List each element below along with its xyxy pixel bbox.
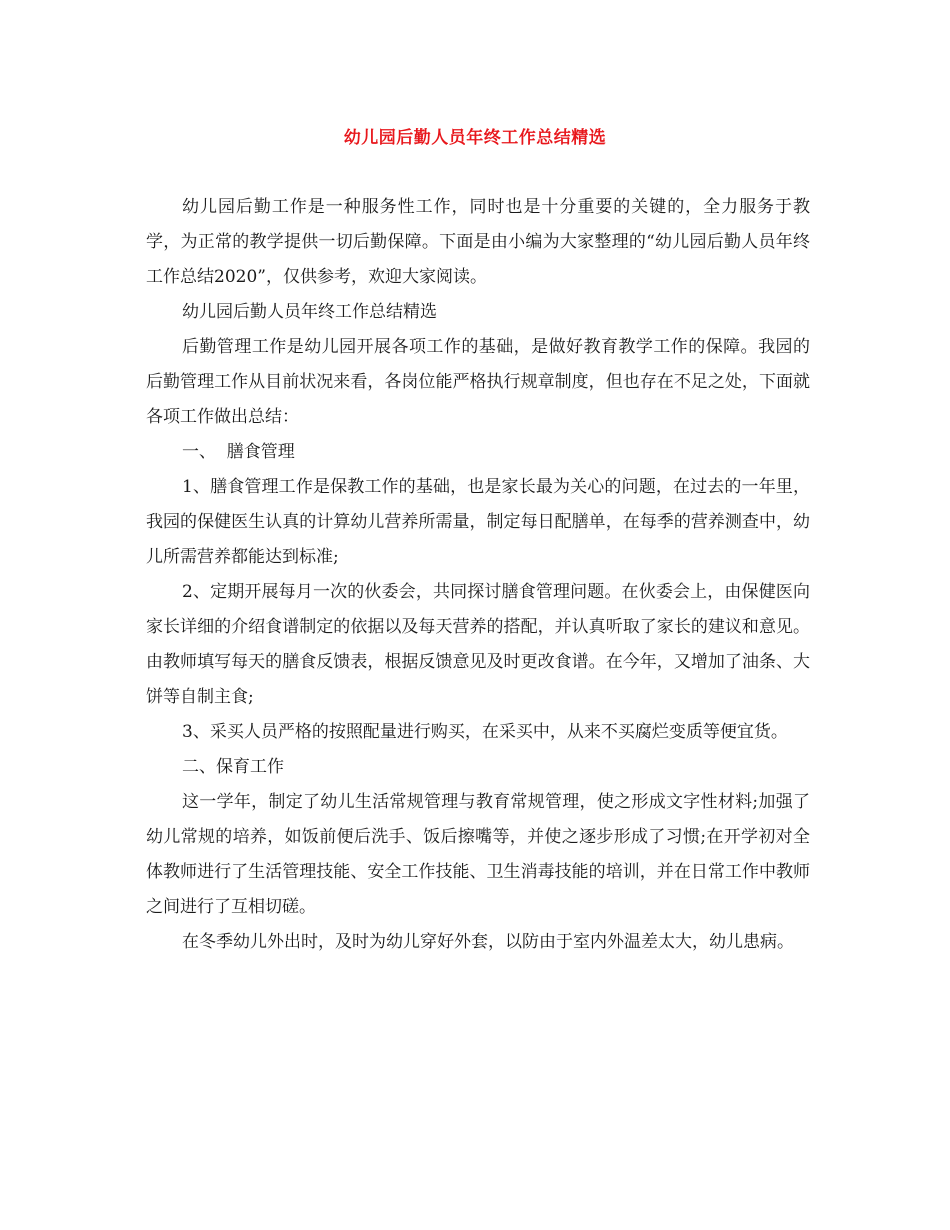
document-title: 幼儿园后勤人员年终工作总结精选 xyxy=(343,128,607,148)
section-heading-childcare: 二、保育工作 xyxy=(182,757,284,777)
paragraph-intro: 幼儿园后勤工作是一种服务性工作，同时也是十分重要的关键的，全力服务于教学，为正常的教学提供一切后勤保障。下面是由小编为大家整理的“幼儿园后勤人员年终工作总结2020”，仅供参考，欢迎大家阅读。 xyxy=(146,197,810,287)
document-body xyxy=(146,190,810,960)
section-heading-meal-management: 一、 膳食管理 xyxy=(182,442,295,462)
paragraph-childcare-2: 在冬季幼儿外出时，及时为幼儿穿好外套，以防由于室内外温差太大，幼儿患病。 xyxy=(182,932,794,952)
paragraph-childcare-1: 这一学年，制定了幼儿生活常规管理与教育常规管理，使之形成文字性材料;加强了幼儿常规的培养，如饭前便后洗手、饭后擦嘴等，并使之逐步形成了习惯;在开学初对全体教师进行了生活管理技能、安全工作技能、卫生消毒技能的培训，并在日常工作中教师之间进行了互相切磋。 xyxy=(146,792,810,917)
paragraph-meal-2: 2、定期开展每月一次的伙委会，共同探讨膳食管理问题。在伙委会上，由保健医向家长详细的介绍食谱制定的依据以及每天营养的搭配，并认真听取了家长的建议和意见。由教师填写每天的膳食反馈表，根据反馈意见及时更改食谱。在今年，又增加了油条、大饼等自制主食; xyxy=(146,582,810,707)
paragraph-meal-3: 3、采买人员严格的按照配量进行购买，在采买中，从来不买腐烂变质等便宜货。 xyxy=(182,722,788,742)
paragraph-meal-1: 1、膳食管理工作是保教工作的基础，也是家长最为关心的问题，在过去的一年里，我园的保健医生认真的计算幼儿营养所需量，制定每日配膳单，在每季的营养测查中，幼儿所需营养都能达到标准; xyxy=(146,477,810,567)
paragraph-overview: 后勤管理工作是幼儿园开展各项工作的基础，是做好教育教学工作的保障。我园的后勤管理工作从目前状况来看，各岗位能严格执行规章制度，但也存在不足之处，下面就各项工作做出总结： xyxy=(146,337,810,427)
paragraph-subtitle: 幼儿园后勤人员年终工作总结精选 xyxy=(182,302,437,322)
